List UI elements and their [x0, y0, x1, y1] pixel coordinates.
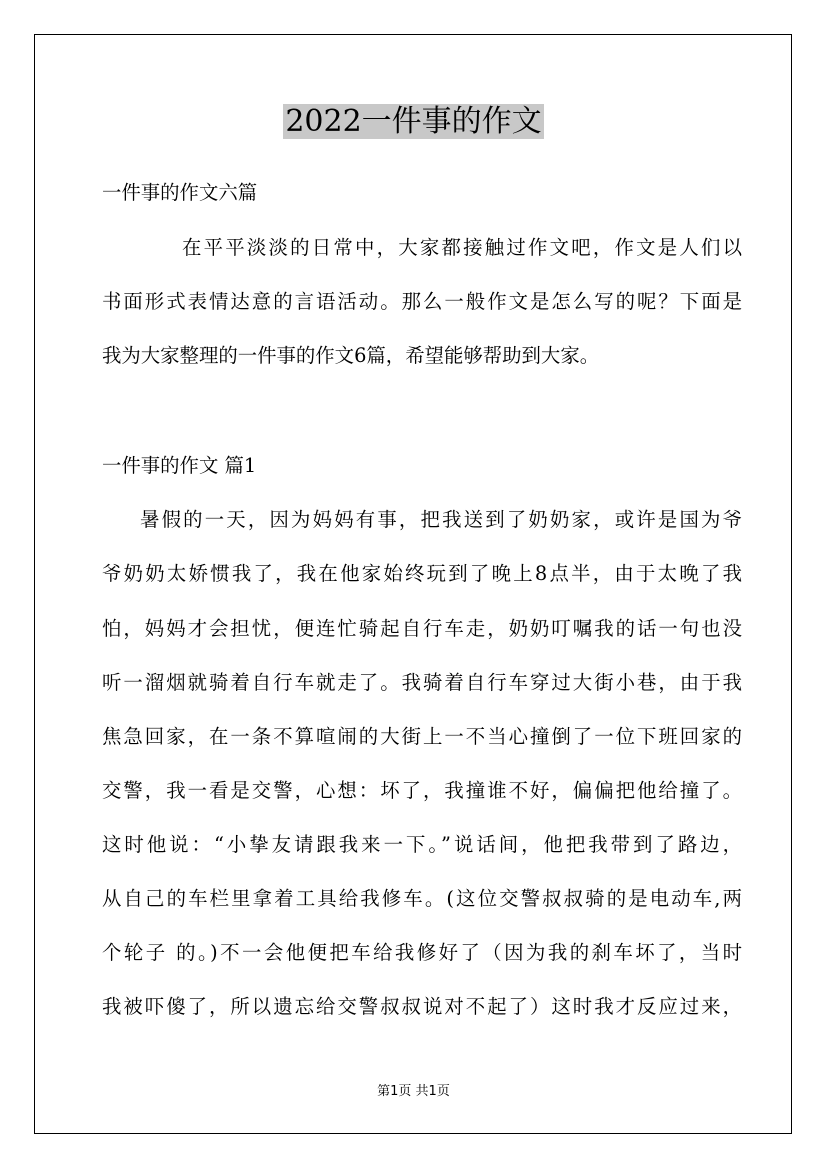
document-title-text: 2022一件事的作文: [285, 104, 542, 139]
body-line: 个轮子 的。)不一会他便把车给我修好了（因为我的刹车坏了，当时: [102, 941, 742, 964]
body-line: 从自己的车栏里拿着工具给我修车。(这位交警叔叔骑的是电动车,两: [102, 887, 742, 910]
body-line: 这时他说：“小挚友请跟我来一下。”说话间，他把我带到了路边，: [102, 833, 742, 856]
document-subtitle: 一件事的作文六篇: [102, 181, 258, 204]
document-title: [0, 100, 827, 144]
body-line: 焦急回家，在一条不算喧闹的大街上一不当心撞倒了一位下班回家的: [102, 725, 742, 748]
body-line: 听一溜烟就骑着自行车就走了。我骑着自行车穿过大街小巷，由于我: [102, 671, 742, 694]
body-line: 暑假的一天，因为妈妈有事，把我送到了奶奶家，或许是国为爷: [140, 508, 742, 531]
intro-line: 在平平淡淡的日常中，大家都接触过作文吧，作文是人们以: [182, 236, 742, 259]
body-line: 我被吓傻了，所以遗忘给交警叔叔说对不起了）这时我才反应过来，: [102, 995, 742, 1018]
intro-line: 书面形式表情达意的言语活动。那么一般作文是怎么写的呢？下面是: [102, 290, 742, 313]
intro-line: 我为大家整理的一件事的作文6篇，希望能够帮助到大家。: [102, 344, 600, 367]
body-line: 爷奶奶太娇惯我了，我在他家始终玩到了晚上8点半，由于太晚了我: [102, 562, 742, 585]
body-line: 交警，我一看是交警，心想：坏了，我撞谁不好，偏偏把他给撞了。: [102, 779, 742, 802]
body-line: 怕，妈妈才会担忧，便连忙骑起自行车走，奶奶叮嘱我的话一句也没: [102, 617, 742, 640]
page-footer: 第1页 共1页: [377, 1084, 450, 1099]
section-heading: 一件事的作文 篇1: [102, 454, 257, 477]
